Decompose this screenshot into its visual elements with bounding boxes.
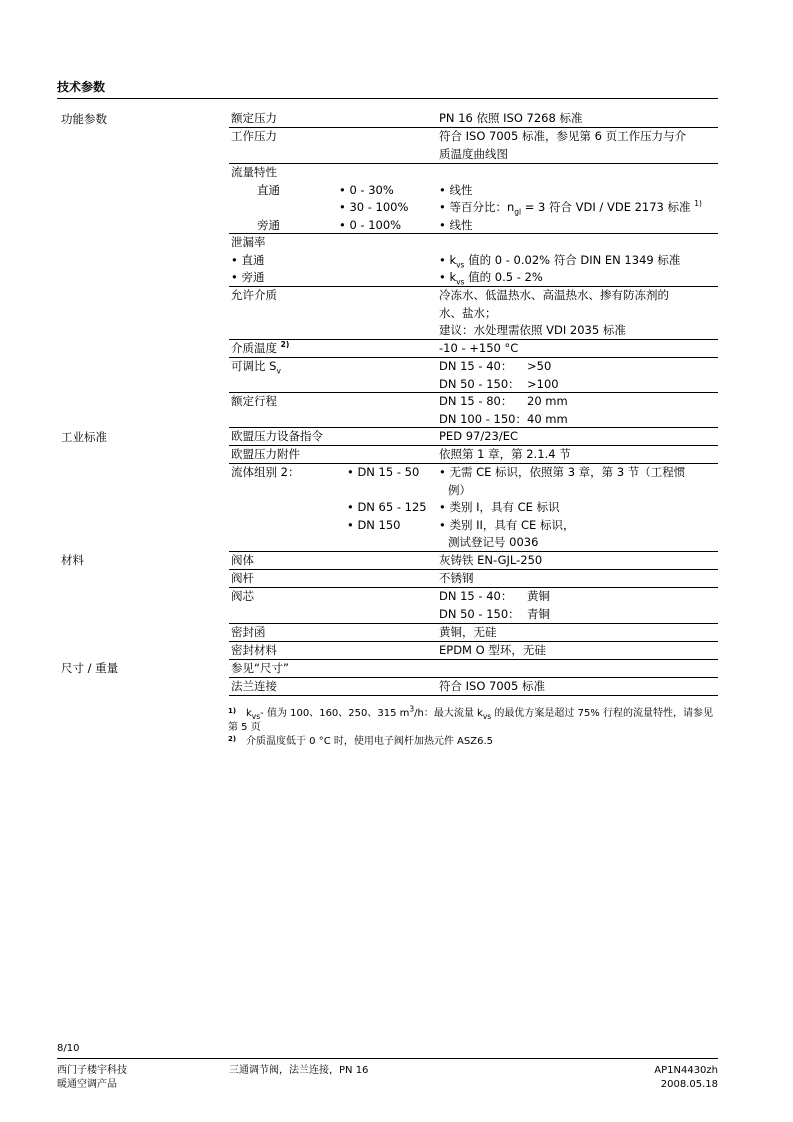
row-ped — [229, 428, 718, 446]
section-functional: 功能参数 — [61, 112, 107, 126]
row-value: 不锈钢 — [439, 571, 474, 585]
footer-divider — [57, 1058, 718, 1059]
row-value: EPDM O 型环，无硅 — [439, 643, 546, 657]
fluid-group-dn: • DN 15 - 50 — [347, 465, 420, 479]
row-value: 依照第 1 章，第 2.1.4 节 — [439, 447, 571, 461]
row-label: 可调比 $S_v$ — [231, 359, 281, 376]
page-title: 技术参数 — [57, 80, 106, 94]
fluid-group-dn: • DN 150 — [347, 517, 401, 532]
row-value: -10 - +150 °C — [439, 341, 519, 355]
section-materials: 材料 — [61, 553, 84, 567]
title-divider — [57, 98, 718, 99]
fluid-group-value: • 类别 I，具有 CE 标识 — [439, 500, 560, 514]
flow-range: • 0 - 100% — [339, 217, 402, 232]
row-value: 符合 ISO 7005 标准 — [439, 679, 545, 693]
row-label: 额定压力 — [231, 111, 277, 125]
row-label: 欧盟压力附件 — [231, 447, 300, 461]
footer-product: 三通调节阀，法兰连接，PN 16 — [229, 1065, 369, 1076]
row-value: DN 100 - 150：40 mm — [439, 411, 568, 426]
document-id: AP1N4430zh — [654, 1065, 718, 1076]
row-value: DN 15 - 40： >50 — [439, 359, 552, 373]
row-label: 工作压力 — [231, 129, 277, 143]
row-label: 额定行程 — [231, 394, 277, 408]
fluid-group-dn: • DN 65 - 125 — [347, 500, 427, 514]
footnote-2: 2) 介质温度低于 0 °C 时，使用电子阀杆加热元件 ASZ6.5 — [228, 735, 494, 747]
row-value: 冷冻水、低温热水、高温热水、掺有防冻剂的 — [439, 288, 669, 302]
row-label: 参见“尺寸” — [231, 661, 289, 675]
row-label: 密封函 — [231, 625, 266, 639]
fluid-group-value: • 类别 II，具有 CE 标识， — [439, 517, 575, 532]
row-value: 水、盐水； — [439, 305, 497, 320]
fluid-group-value: 测试登记号 0036 — [448, 535, 539, 549]
row-label: 流量特性 — [231, 165, 277, 179]
row-gland — [229, 624, 718, 642]
row-label: 流体组别 2： — [231, 465, 300, 479]
flow-range: • 30 - 100% — [339, 200, 409, 214]
row-media-temperature — [229, 340, 718, 358]
flow-value-equal-percentage: • 等百分比：$n_{gl} = 3$ 符合 VDI / VDE 2173 标准 $^{1)}$ — [439, 199, 702, 217]
row-permissible-media — [229, 287, 718, 340]
footnote-1: 1) $k_{vs}-$ 值为 100、160、250、315 $m^3/h$：最大流量 $k_{vs}$ 的最优方案是超过 75% 行程的流量特性，请参见 — [228, 704, 713, 721]
fluid-group-value: 例） — [448, 482, 471, 497]
row-value: DN 15 - 40： 黄铜 — [439, 589, 550, 603]
row-value: 符合 ISO 7005 标准，参见第 6 页工作压力与介 — [439, 129, 687, 143]
row-value: PED 97/23/EC — [439, 429, 519, 443]
row-label: 欧盟压力设备指令 — [231, 429, 323, 443]
leakage-value: • $k_{vs}$ 值的 0.5 - 2% — [439, 270, 543, 287]
flow-straight-label: 直通 — [257, 182, 280, 197]
footnotes — [228, 704, 718, 749]
row-rangeability — [229, 358, 718, 393]
row-pressure-accessories — [229, 446, 718, 464]
row-fluid-group — [229, 464, 718, 552]
row-leakage — [229, 234, 718, 287]
row-label: 阀杆 — [231, 571, 254, 585]
row-value: PN 16 依照 ISO 7268 标准 — [439, 111, 583, 125]
section-dimensions: 尺寸 / 重量 — [61, 661, 119, 675]
section-industry: 工业标准 — [61, 430, 107, 444]
leakage-value: • $k_{vs}$ 值的 0 - 0.02% 符合 DIN EN 1349 标准 — [439, 252, 681, 269]
footnote-1-continued: 第 5 页 — [228, 722, 261, 733]
footer-document-info — [560, 1064, 718, 1092]
row-value: DN 50 - 150： >100 — [439, 376, 559, 391]
row-label: 阀芯 — [231, 589, 254, 603]
row-working-pressure — [229, 128, 718, 164]
page-number: 8/10 — [57, 1043, 80, 1054]
row-label: 法兰连接 — [231, 679, 277, 693]
row-value: 质温度曲线图 — [439, 146, 508, 161]
footer-company: 西门子楼宇科技 暖通空调产品 — [57, 1065, 127, 1090]
row-rated-pressure — [229, 110, 718, 128]
row-flange-connection — [229, 678, 718, 696]
document-date: 2008.05.18 — [660, 1079, 718, 1090]
row-value: 建议：水处理需依照 VDI 2035 标准 — [439, 323, 626, 337]
row-seal-material — [229, 642, 718, 660]
row-value: 黄铜，无硅 — [439, 625, 497, 639]
row-value: DN 15 - 80： 20 mm — [439, 394, 568, 408]
row-value: 灰铸铁 EN-GJL-250 — [439, 553, 543, 567]
flow-value: • 线性 — [439, 217, 473, 232]
row-rated-stroke — [229, 393, 718, 428]
fluid-group-value: • 无需 CE 标识，依照第 3 章，第 3 节（工程惯 — [439, 465, 686, 479]
flow-range: • 0 - 30% — [339, 182, 394, 197]
row-valve-body — [229, 552, 718, 570]
leakage-bypass-label: • 旁通 — [231, 270, 265, 284]
row-valve-plug — [229, 588, 718, 624]
flow-bypass-label: 旁通 — [257, 217, 280, 232]
row-valve-stem — [229, 570, 718, 588]
row-see-dimensions — [229, 660, 718, 678]
flow-value: • 线性 — [439, 182, 473, 197]
row-label: 密封材料 — [231, 643, 277, 657]
row-flow-characteristic — [229, 164, 718, 234]
row-label: 泄漏率 — [231, 235, 266, 249]
row-label: 允许介质 — [231, 288, 277, 302]
row-value: DN 50 - 150： 青铜 — [439, 606, 550, 621]
row-label: 阀体 — [231, 553, 254, 567]
row-label: 介质温度 $^{2)}$ — [231, 340, 290, 355]
leakage-straight-label: • 直通 — [231, 252, 265, 267]
